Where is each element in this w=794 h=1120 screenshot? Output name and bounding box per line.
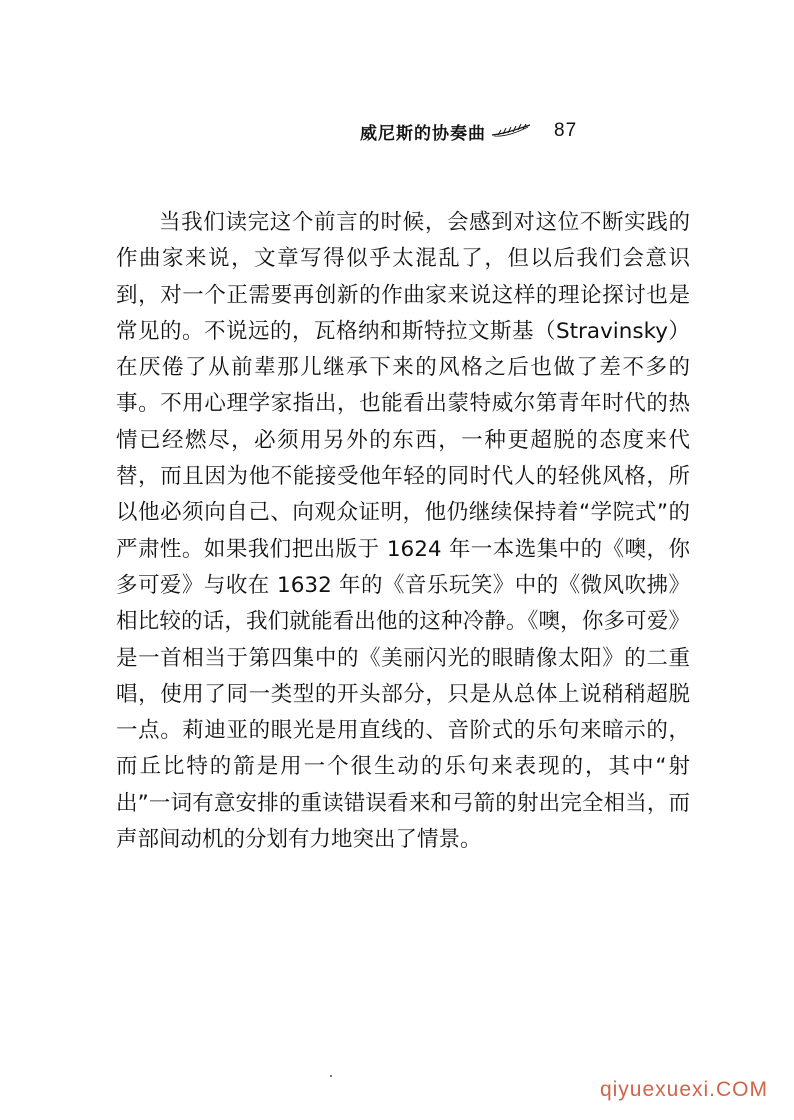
quill-flourish-icon (490, 121, 532, 141)
page-number: 87 (554, 120, 578, 141)
running-head (360, 116, 577, 146)
body-paragraph: 当我们读完这个前言的时候，会感到对这位不断实践的作曲家来说，文章写得似乎太混乱了，但以后我们会意识到，对一个正需要再创新的作曲家来说这样的理论探讨也是常见的。不说远的，瓦格纳和斯特拉文斯基（Stravinsky）在厌倦了从前辈那儿继承下来的风格之后也做了差不多的事。不用心理学家指出，也能看出蒙特威尔第青年时代的热情已经燃尽，必须用另外的东西，一种更超脱的态度来代替，而且因为他不能接受他年轻的同时代人的轻佻风格，所以他必须向自己、向观众证明，他仍继续保持着“学院式”的严肃性。如果我们把出版于 1624 年一本选集中的《噢，你多可爱》与收在 1632 年的《音乐玩笑》中的《微风吹拂》相比较的话，我们就能看出他的这种冷静。《噢，你多可爱》是一首相当于第四集中的《美丽闪光的眼睛像太阳》的二重唱，使用了同一类型的开头部分，只是从总体上说稍稍超脱一点。莉迪亚的眼光是用直线的、音阶式的乐句来暗示的，而丘比特的箭是用一个很生动的乐句来表现的，其中“射出”一词有意安排的重读错误看来和弓箭的射出完全相当，而声部间动机的分划有力地突出了情景。 (116, 210, 690, 853)
chapter-title: 威尼斯的协奏曲 (360, 123, 486, 144)
print-speck (330, 1075, 332, 1077)
site-watermark: qiyuexuexi.COM (599, 1078, 768, 1101)
